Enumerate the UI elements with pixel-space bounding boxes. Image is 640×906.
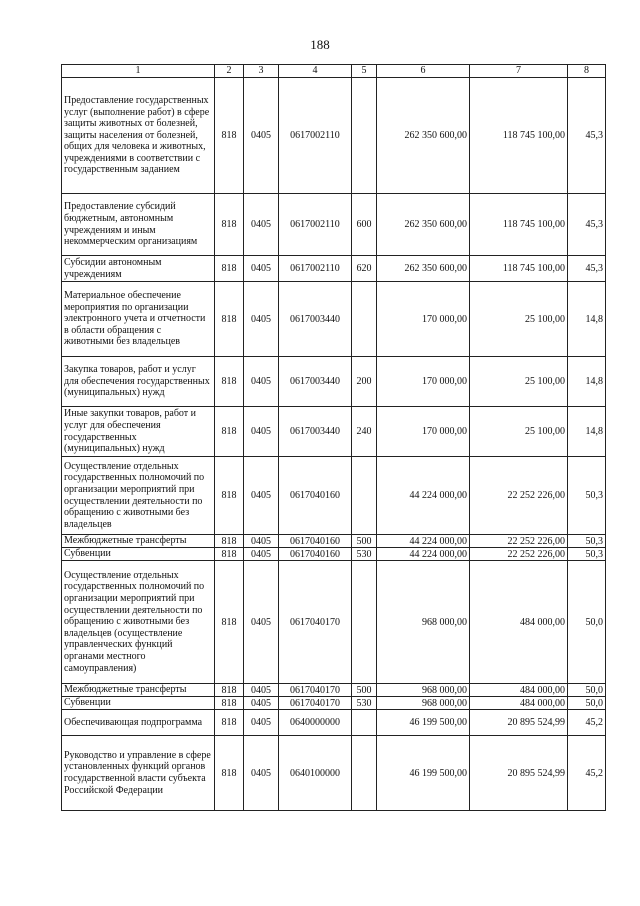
table-row [62,736,606,811]
section-code: 0405 [244,548,279,561]
planned-amount: 44 224 000,00 [377,457,470,535]
table-row [62,548,606,561]
executed-amount: 22 252 226,00 [470,457,568,535]
row-name: Осуществление отдельных государственных полномочий по организации мероприятий при осуществлении деятельности по обращению с животными без владельцев (осуществление управленческих функций органами местного самоуправления) [62,561,215,684]
executed-amount: 484 000,00 [470,561,568,684]
target-code: 0617003440 [279,282,352,357]
ministry-code: 818 [215,535,244,548]
table-row [62,710,606,736]
execution-percent: 50,3 [568,548,606,561]
row-name: Обеспечивающая подпрограмма [62,710,215,736]
execution-percent: 45,3 [568,78,606,194]
executed-amount: 484 000,00 [470,684,568,697]
ministry-code: 818 [215,548,244,561]
section-code: 0405 [244,684,279,697]
execution-percent: 14,8 [568,357,606,407]
expense-type-code: 530 [352,548,377,561]
row-name: Субвенции [62,697,215,710]
section-code: 0405 [244,282,279,357]
column-header: 6 [377,65,470,78]
table-row [62,256,606,282]
expense-type-code: 530 [352,697,377,710]
execution-percent: 50,3 [568,457,606,535]
expense-type-code [352,282,377,357]
execution-percent: 45,3 [568,256,606,282]
target-code: 0617003440 [279,407,352,457]
section-code: 0405 [244,736,279,811]
row-name: Субсидии автономным учреждениям [62,256,215,282]
planned-amount: 262 350 600,00 [377,256,470,282]
page-number: 188 [310,37,330,52]
execution-percent: 14,8 [568,407,606,457]
executed-amount: 20 895 524,99 [470,710,568,736]
executed-amount: 22 252 226,00 [470,535,568,548]
executed-amount: 118 745 100,00 [470,78,568,194]
ministry-code: 818 [215,78,244,194]
table-row [62,561,606,684]
expense-type-code: 620 [352,256,377,282]
ministry-code: 818 [215,710,244,736]
expense-type-code [352,710,377,736]
row-name: Межбюджетные трансферты [62,684,215,697]
table-row [62,535,606,548]
row-name: Закупка товаров, работ и услуг для обеспечения государственных (муниципальных) нужд [62,357,215,407]
execution-percent: 45,2 [568,736,606,811]
expense-type-code: 240 [352,407,377,457]
target-code: 0617040160 [279,548,352,561]
expense-type-code [352,78,377,194]
execution-percent: 50,0 [568,697,606,710]
row-name: Предоставление государственных услуг (выполнение работ) в сфере защиты животных от болезней, защиты населения от болезней, общих для человека и животных, учреждениями в соответствии с государственным заданием [62,78,215,194]
table-header-row [62,65,606,78]
section-code: 0405 [244,78,279,194]
row-name: Субвенции [62,548,215,561]
target-code: 0617040160 [279,457,352,535]
target-code: 0617003440 [279,357,352,407]
section-code: 0405 [244,710,279,736]
planned-amount: 46 199 500,00 [377,710,470,736]
table-row [62,684,606,697]
section-code: 0405 [244,535,279,548]
expense-type-code: 200 [352,357,377,407]
ministry-code: 818 [215,697,244,710]
column-header: 3 [244,65,279,78]
target-code: 0617002110 [279,78,352,194]
expense-type-code: 500 [352,684,377,697]
target-code: 0617040170 [279,684,352,697]
executed-amount: 484 000,00 [470,697,568,710]
execution-percent: 50,3 [568,535,606,548]
target-code: 0617040170 [279,697,352,710]
expense-type-code [352,457,377,535]
ministry-code: 818 [215,736,244,811]
target-code: 0617002110 [279,194,352,256]
target-code: 0617040170 [279,561,352,684]
ministry-code: 818 [215,282,244,357]
table-row [62,697,606,710]
execution-percent: 14,8 [568,282,606,357]
ministry-code: 818 [215,407,244,457]
row-name: Руководство и управление в сфере установленных функций органов государственной власти субъекта Российской Федерации [62,736,215,811]
ministry-code: 818 [215,357,244,407]
planned-amount: 968 000,00 [377,684,470,697]
executed-amount: 118 745 100,00 [470,256,568,282]
target-code: 0640000000 [279,710,352,736]
ministry-code: 818 [215,457,244,535]
table-row [62,457,606,535]
column-header: 1 [62,65,215,78]
table-row [62,78,606,194]
executed-amount: 118 745 100,00 [470,194,568,256]
column-header: 4 [279,65,352,78]
ministry-code: 818 [215,684,244,697]
table-row [62,282,606,357]
section-code: 0405 [244,256,279,282]
row-name: Осуществление отдельных государственных полномочий по организации мероприятий при осуществлении деятельности по обращению с животными без владельцев [62,457,215,535]
section-code: 0405 [244,697,279,710]
row-name: Межбюджетные трансферты [62,535,215,548]
planned-amount: 170 000,00 [377,357,470,407]
planned-amount: 262 350 600,00 [377,194,470,256]
execution-percent: 45,2 [568,710,606,736]
row-name: Предоставление субсидий бюджетным, автономным учреждениям и иным некоммерческим организациям [62,194,215,256]
section-code: 0405 [244,457,279,535]
column-header: 7 [470,65,568,78]
planned-amount: 968 000,00 [377,561,470,684]
target-code: 0617040160 [279,535,352,548]
row-name: Материальное обеспечение мероприятия по организации электронного учета и отчетности в области обращения с животными без владельцев [62,282,215,357]
expense-type-code: 600 [352,194,377,256]
ministry-code: 818 [215,561,244,684]
target-code: 0617002110 [279,256,352,282]
expense-type-code [352,561,377,684]
execution-percent: 50,0 [568,561,606,684]
executed-amount: 25 100,00 [470,407,568,457]
ministry-code: 818 [215,194,244,256]
row-name: Иные закупки товаров, работ и услуг для обеспечения государственных (муниципальных) нужд [62,407,215,457]
section-code: 0405 [244,407,279,457]
column-header: 2 [215,65,244,78]
table-row [62,357,606,407]
column-header: 5 [352,65,377,78]
target-code: 0640100000 [279,736,352,811]
table-row [62,194,606,256]
planned-amount: 170 000,00 [377,407,470,457]
section-code: 0405 [244,357,279,407]
section-code: 0405 [244,561,279,684]
planned-amount: 262 350 600,00 [377,78,470,194]
expense-type-code: 500 [352,535,377,548]
execution-percent: 50,0 [568,684,606,697]
section-code: 0405 [244,194,279,256]
planned-amount: 968 000,00 [377,697,470,710]
execution-percent: 45,3 [568,194,606,256]
planned-amount: 170 000,00 [377,282,470,357]
executed-amount: 22 252 226,00 [470,548,568,561]
column-header: 8 [568,65,606,78]
expense-type-code [352,736,377,811]
planned-amount: 44 224 000,00 [377,548,470,561]
table-row [62,407,606,457]
budget-table [61,64,606,811]
executed-amount: 25 100,00 [470,282,568,357]
executed-amount: 20 895 524,99 [470,736,568,811]
planned-amount: 44 224 000,00 [377,535,470,548]
planned-amount: 46 199 500,00 [377,736,470,811]
ministry-code: 818 [215,256,244,282]
executed-amount: 25 100,00 [470,357,568,407]
